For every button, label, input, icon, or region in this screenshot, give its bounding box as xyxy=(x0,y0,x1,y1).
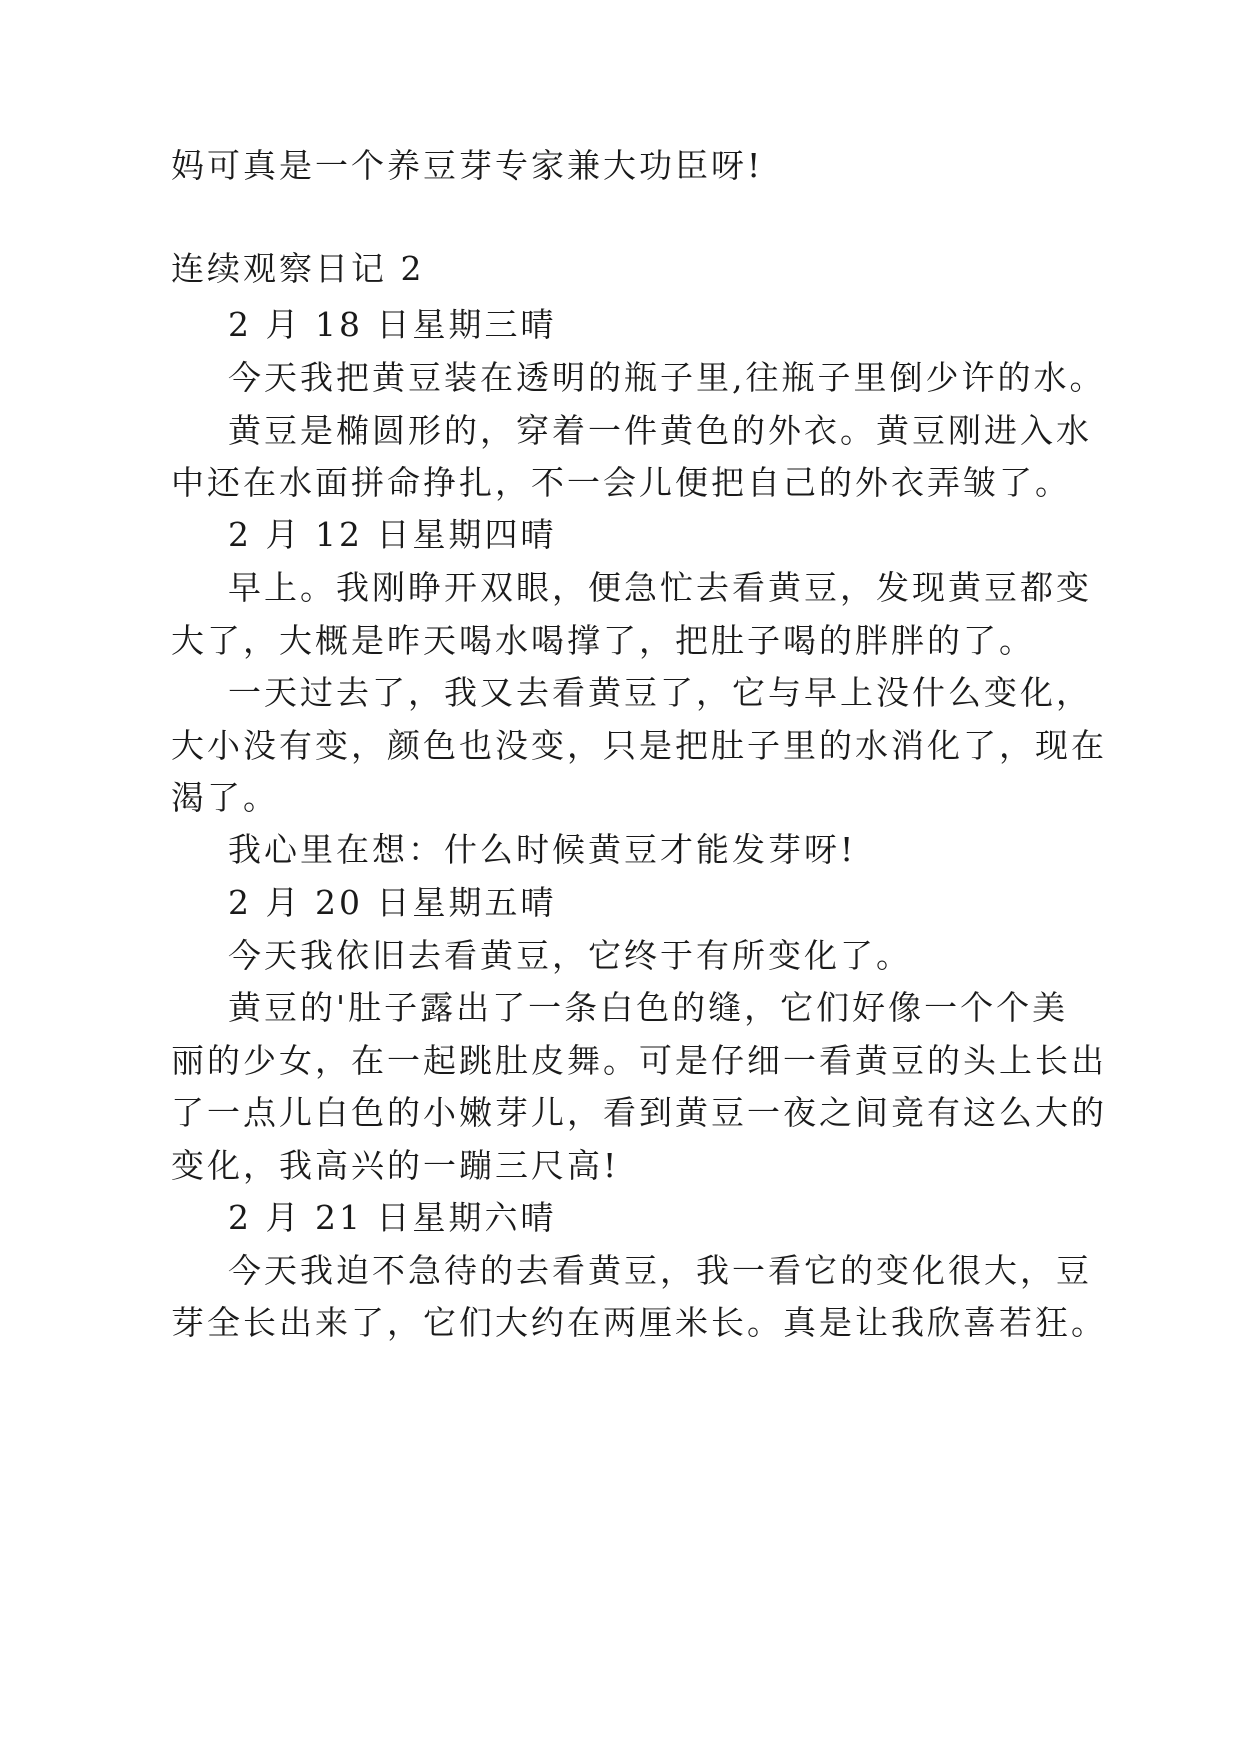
text-line: 大小没有变，颜色也没变，只是把肚子里的水消化了，现在 xyxy=(171,726,1107,765)
text-line: 今天我把黄豆装在透明的瓶子里,往瓶子里倒少许的水。 xyxy=(228,358,1106,397)
text-line: 今天我依旧去看黄豆，它终于有所变化了。 xyxy=(228,936,912,975)
text-line: 今天我迫不急待的去看黄豆，我一看它的变化很大，豆 xyxy=(228,1251,1092,1290)
text-line: 早上。我刚睁开双眼，便急忙去看黄豆，发现黄豆都变 xyxy=(228,568,1092,607)
text-line: 黄豆的'肚子露出了一条白色的缝，它们好像一个个美 xyxy=(228,988,1069,1027)
text-line: 了一点儿白色的小嫩芽儿，看到黄豆一夜之间竟有这么大的 xyxy=(171,1093,1107,1132)
text-line: 变化，我高兴的一蹦三尺高! xyxy=(171,1146,620,1185)
diary-date-1: 2 月 18 日星期三晴 xyxy=(228,305,557,344)
text-line: 丽的少女，在一起跳肚皮舞。可是仔细一看黄豆的头上长出 xyxy=(171,1041,1107,1080)
diary-date-3: 2 月 20 日星期五晴 xyxy=(228,883,557,922)
text-line: 渴了。 xyxy=(171,778,279,817)
text-line: 大了，大概是昨天喝水喝撑了，把肚子喝的胖胖的了。 xyxy=(171,621,1035,660)
text-line: 黄豆是椭圆形的，穿着一件黄色的外衣。黄豆刚进入水 xyxy=(228,411,1092,450)
section-title: 连续观察日记 2 xyxy=(171,249,425,288)
text-line: 一天过去了，我又去看黄豆了，它与早上没什么变化， xyxy=(228,673,1092,712)
text-line-closing: 妈可真是一个养豆芽专家兼大功臣呀! xyxy=(171,146,764,185)
diary-date-2: 2 月 12 日星期四晴 xyxy=(228,515,557,554)
diary-date-4: 2 月 21 日星期六晴 xyxy=(228,1198,557,1237)
text-line: 中还在水面拼命挣扎，不一会儿便把自己的外衣弄皱了。 xyxy=(171,463,1071,502)
text-line: 芽全长出来了，它们大约在两厘米长。真是让我欣喜若狂。 xyxy=(171,1303,1107,1342)
text-line: 我心里在想：什么时候黄豆才能发芽呀! xyxy=(228,830,857,869)
